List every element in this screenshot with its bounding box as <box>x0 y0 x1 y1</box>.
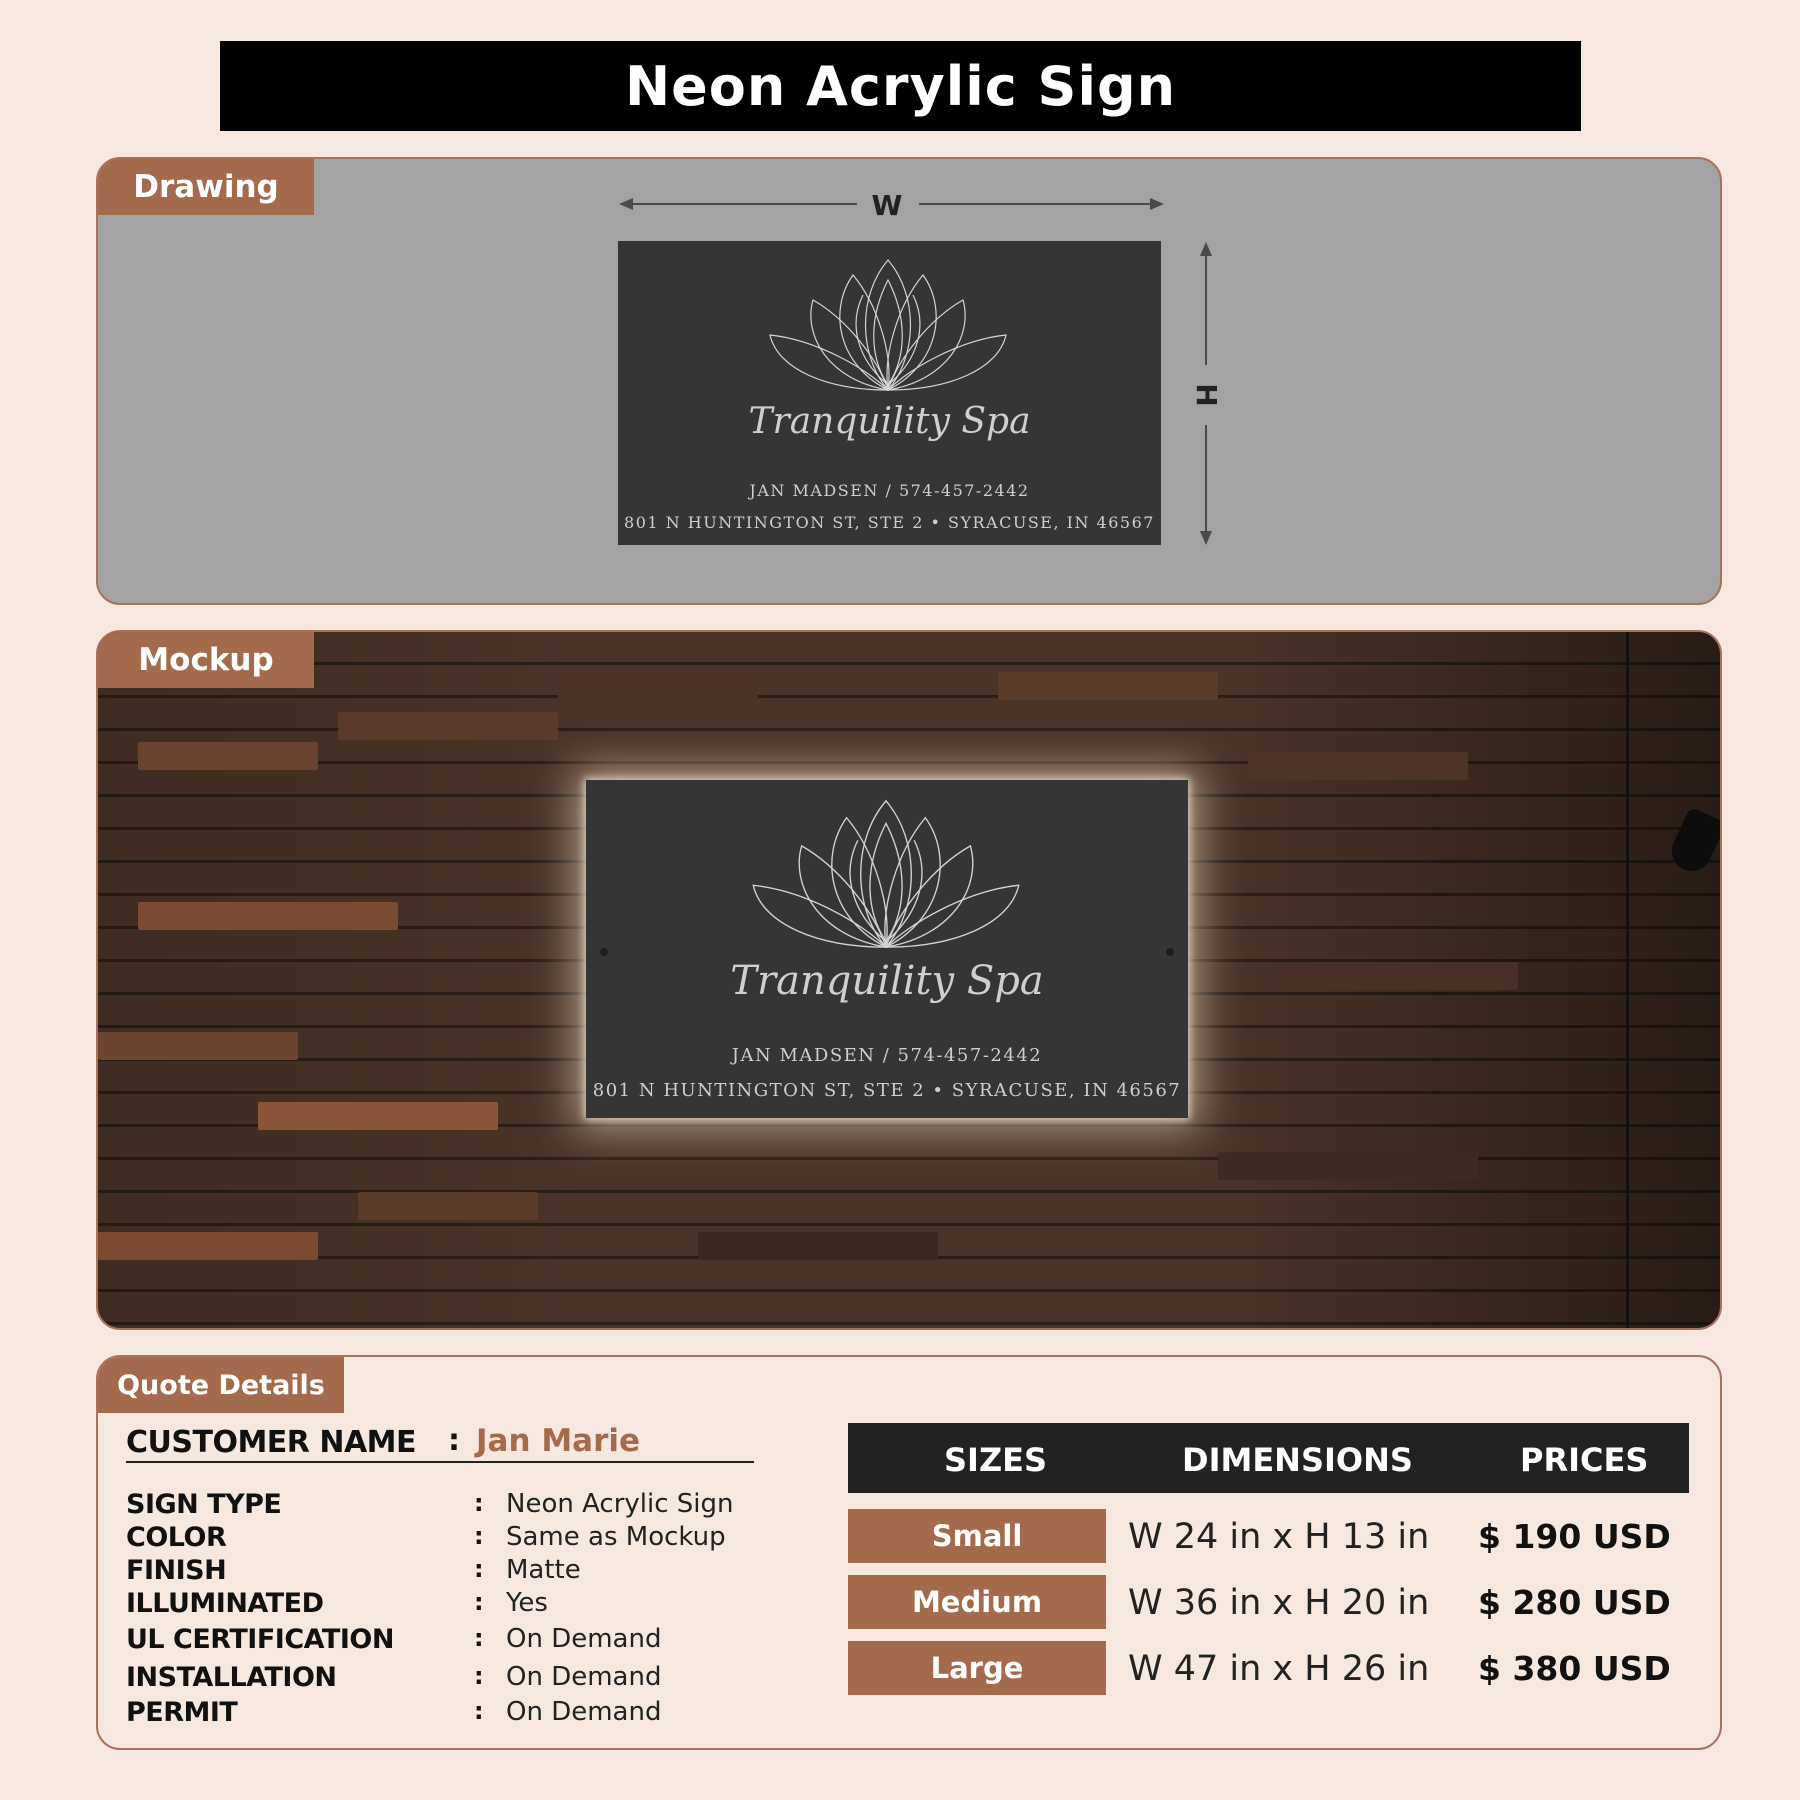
price-text: $ 280 USD <box>1478 1583 1671 1622</box>
spec-row-permit <box>126 1697 754 1729</box>
colon: : <box>474 1489 484 1517</box>
customer-row <box>126 1419 754 1463</box>
colon: : <box>474 1588 484 1616</box>
dimensions-text: W 47 in x H 26 in <box>1128 1649 1430 1689</box>
lotus-logo-icon <box>751 794 1021 954</box>
sign-mockup <box>586 780 1188 1118</box>
spec-label: FINISH <box>126 1555 227 1586</box>
lamp-cable <box>1626 632 1629 1330</box>
arrow-down-icon <box>1200 531 1212 545</box>
colon: : <box>474 1624 484 1652</box>
header-sizes: SIZES <box>944 1441 1048 1479</box>
mockup-panel <box>96 630 1722 1330</box>
spec-label: SIGN TYPE <box>126 1489 282 1520</box>
page-title: Neon Acrylic Sign <box>220 41 1581 131</box>
sign-address-line: 801 N HUNTINGTON ST, STE 2 • SYRACUSE, IN 46567 <box>592 1080 1182 1101</box>
colon: : <box>474 1522 484 1550</box>
spec-label: PERMIT <box>126 1697 238 1728</box>
price-text: $ 380 USD <box>1478 1649 1671 1688</box>
sign-contact-line: JAN MADSEN / 574-457-2442 <box>749 481 1030 500</box>
price-row-small <box>848 1509 1689 1563</box>
spec-value: On Demand <box>506 1662 662 1692</box>
header-dimensions: DIMENSIONS <box>1182 1441 1413 1479</box>
colon: : <box>474 1662 484 1690</box>
sign-address-line: 801 N HUNTINGTON ST, STE 2 • SYRACUSE, IN 46567 <box>624 513 1155 532</box>
mockup-tab: Mockup <box>98 632 314 688</box>
spec-value: On Demand <box>506 1697 662 1727</box>
drawing-panel <box>96 157 1722 605</box>
height-label: H <box>1190 383 1223 407</box>
spec-value: Same as Mockup <box>506 1522 726 1552</box>
width-label: W <box>871 189 903 222</box>
spec-value: Matte <box>506 1555 581 1585</box>
dimensions-text: W 24 in x H 13 in <box>1128 1517 1430 1557</box>
spec-value: On Demand <box>506 1624 662 1654</box>
colon: : <box>474 1697 484 1725</box>
wall-lamp-icon <box>1665 806 1722 877</box>
header-prices: PRICES <box>1520 1441 1649 1479</box>
width-dimension <box>619 189 1164 222</box>
price-row-large <box>848 1641 1689 1695</box>
spec-row-color <box>126 1522 754 1554</box>
spec-row-sign-type <box>126 1489 754 1521</box>
spec-label: INSTALLATION <box>126 1662 337 1693</box>
drawing-tab: Drawing <box>98 159 314 215</box>
spec-label: ILLUMINATED <box>126 1588 324 1619</box>
quote-panel <box>96 1355 1722 1750</box>
height-dimension <box>1191 242 1221 545</box>
spec-label: UL CERTIFICATION <box>126 1624 394 1655</box>
customer-label: CUSTOMER NAME <box>126 1425 417 1460</box>
quote-tab: Quote Details <box>98 1357 344 1413</box>
sign-script-text: Tranquility Spa <box>730 958 1044 1004</box>
spec-row-ul-certification <box>126 1624 754 1656</box>
spec-row-installation <box>126 1662 754 1694</box>
spec-value: Yes <box>506 1588 548 1618</box>
dimensions-text: W 36 in x H 20 in <box>1128 1583 1430 1623</box>
customer-name: Jan Marie <box>476 1423 641 1459</box>
price-text: $ 190 USD <box>1478 1517 1671 1556</box>
price-table-header <box>848 1423 1689 1493</box>
price-row-medium <box>848 1575 1689 1629</box>
spec-row-finish <box>126 1555 754 1587</box>
spec-label: COLOR <box>126 1522 227 1553</box>
spec-row-illuminated <box>126 1588 754 1620</box>
spec-value: Neon Acrylic Sign <box>506 1489 734 1519</box>
colon: : <box>474 1555 484 1583</box>
size-large-button[interactable]: Large <box>848 1641 1106 1695</box>
arrow-right-icon <box>1150 198 1164 210</box>
sign-contact-line: JAN MADSEN / 574-457-2442 <box>731 1045 1043 1066</box>
mount-screw-icon <box>600 948 608 956</box>
sign-drawing <box>618 241 1161 545</box>
mount-screw-icon <box>1166 948 1174 956</box>
colon: : <box>448 1423 460 1458</box>
size-medium-button[interactable]: Medium <box>848 1575 1106 1629</box>
lotus-logo-icon <box>768 255 1008 395</box>
size-small-button[interactable]: Small <box>848 1509 1106 1563</box>
sign-script-text: Tranquility Spa <box>748 401 1031 442</box>
